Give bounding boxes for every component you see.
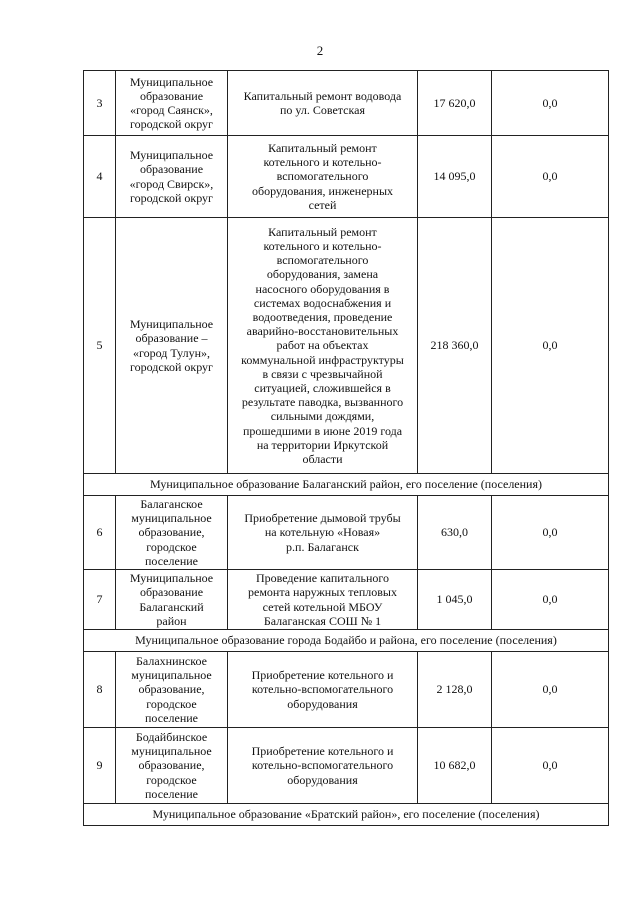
extra-value: 0,0 — [492, 652, 609, 728]
row-number: 5 — [84, 218, 116, 474]
row-number: 7 — [84, 570, 116, 630]
row-number: 6 — [84, 496, 116, 570]
table-row — [84, 728, 609, 804]
extra-value: 0,0 — [492, 496, 609, 570]
municipality-name: Бодайбинское муниципальное образование, городское поселение — [116, 728, 228, 804]
work-description: Капитальный ремонт водовода по ул. Советская — [228, 71, 418, 136]
table-row — [84, 218, 609, 474]
work-description: Капитальный ремонт котельного и котельно- вспомогательного оборудования, замена насосного оборудования в системах водоснабжения и водоотведения, проведение аварийно-восстановительных работ на объектах коммунальной инфраструктуры в связи с чрезвычайной ситуацией, сложившейся в результате паводка, вызванного сильными дождями, прошедшими в июне 2019 года на территории Иркутской области — [228, 218, 418, 474]
extra-value: 0,0 — [492, 136, 609, 218]
row-number: 8 — [84, 652, 116, 728]
amount-value: 630,0 — [418, 496, 492, 570]
amount-value: 14 095,0 — [418, 136, 492, 218]
page-number: 2 — [316, 43, 324, 58]
municipality-name: Муниципальное образование – «город Тулун», городской округ — [116, 218, 228, 474]
group-title: Муниципальное образование «Братский район», его поселение (поселения) — [84, 804, 609, 826]
group-header-row — [84, 630, 609, 652]
amount-value: 10 682,0 — [418, 728, 492, 804]
work-description: Проведение капитального ремонта наружных тепловых сетей котельной МБОУ Балаганская СОШ № 1 — [228, 570, 418, 630]
extra-value: 0,0 — [492, 71, 609, 136]
municipality-name: Балаганское муниципальное образование, городское поселение — [116, 496, 228, 570]
work-description: Капитальный ремонт котельного и котельно- вспомогательного оборудования, инженерных сетей — [228, 136, 418, 218]
work-description: Приобретение котельного и котельно-вспомогательного оборудования — [228, 728, 418, 804]
work-description: Приобретение дымовой трубы на котельную «Новая» р.п. Балаганск — [228, 496, 418, 570]
table-row — [84, 570, 609, 630]
work-description: Приобретение котельного и котельно-вспомогательного оборудования — [228, 652, 418, 728]
amount-value: 2 128,0 — [418, 652, 492, 728]
extra-value: 0,0 — [492, 218, 609, 474]
table-row — [84, 496, 609, 570]
municipality-name: Муниципальное образование Балаганский район — [116, 570, 228, 630]
table-row — [84, 652, 609, 728]
row-number: 4 — [84, 136, 116, 218]
row-number: 3 — [84, 71, 116, 136]
municipality-name: Муниципальное образование «город Свирск», городской округ — [116, 136, 228, 218]
extra-value: 0,0 — [492, 570, 609, 630]
group-header-row — [84, 804, 609, 826]
extra-value: 0,0 — [492, 728, 609, 804]
amount-value: 1 045,0 — [418, 570, 492, 630]
group-header-row — [84, 474, 609, 496]
group-title: Муниципальное образование города Бодайбо и района, его поселение (поселения) — [84, 630, 609, 652]
row-number: 9 — [84, 728, 116, 804]
subsidy-table — [83, 70, 609, 826]
amount-value: 218 360,0 — [418, 218, 492, 474]
group-title: Муниципальное образование Балаганский район, его поселение (поселения) — [84, 474, 609, 496]
table-row — [84, 136, 609, 218]
municipality-name: Муниципальное образование «город Саянск», городской округ — [116, 71, 228, 136]
amount-value: 17 620,0 — [418, 71, 492, 136]
table-row — [84, 71, 609, 136]
municipality-name: Балахнинское муниципальное образование, городское поселение — [116, 652, 228, 728]
